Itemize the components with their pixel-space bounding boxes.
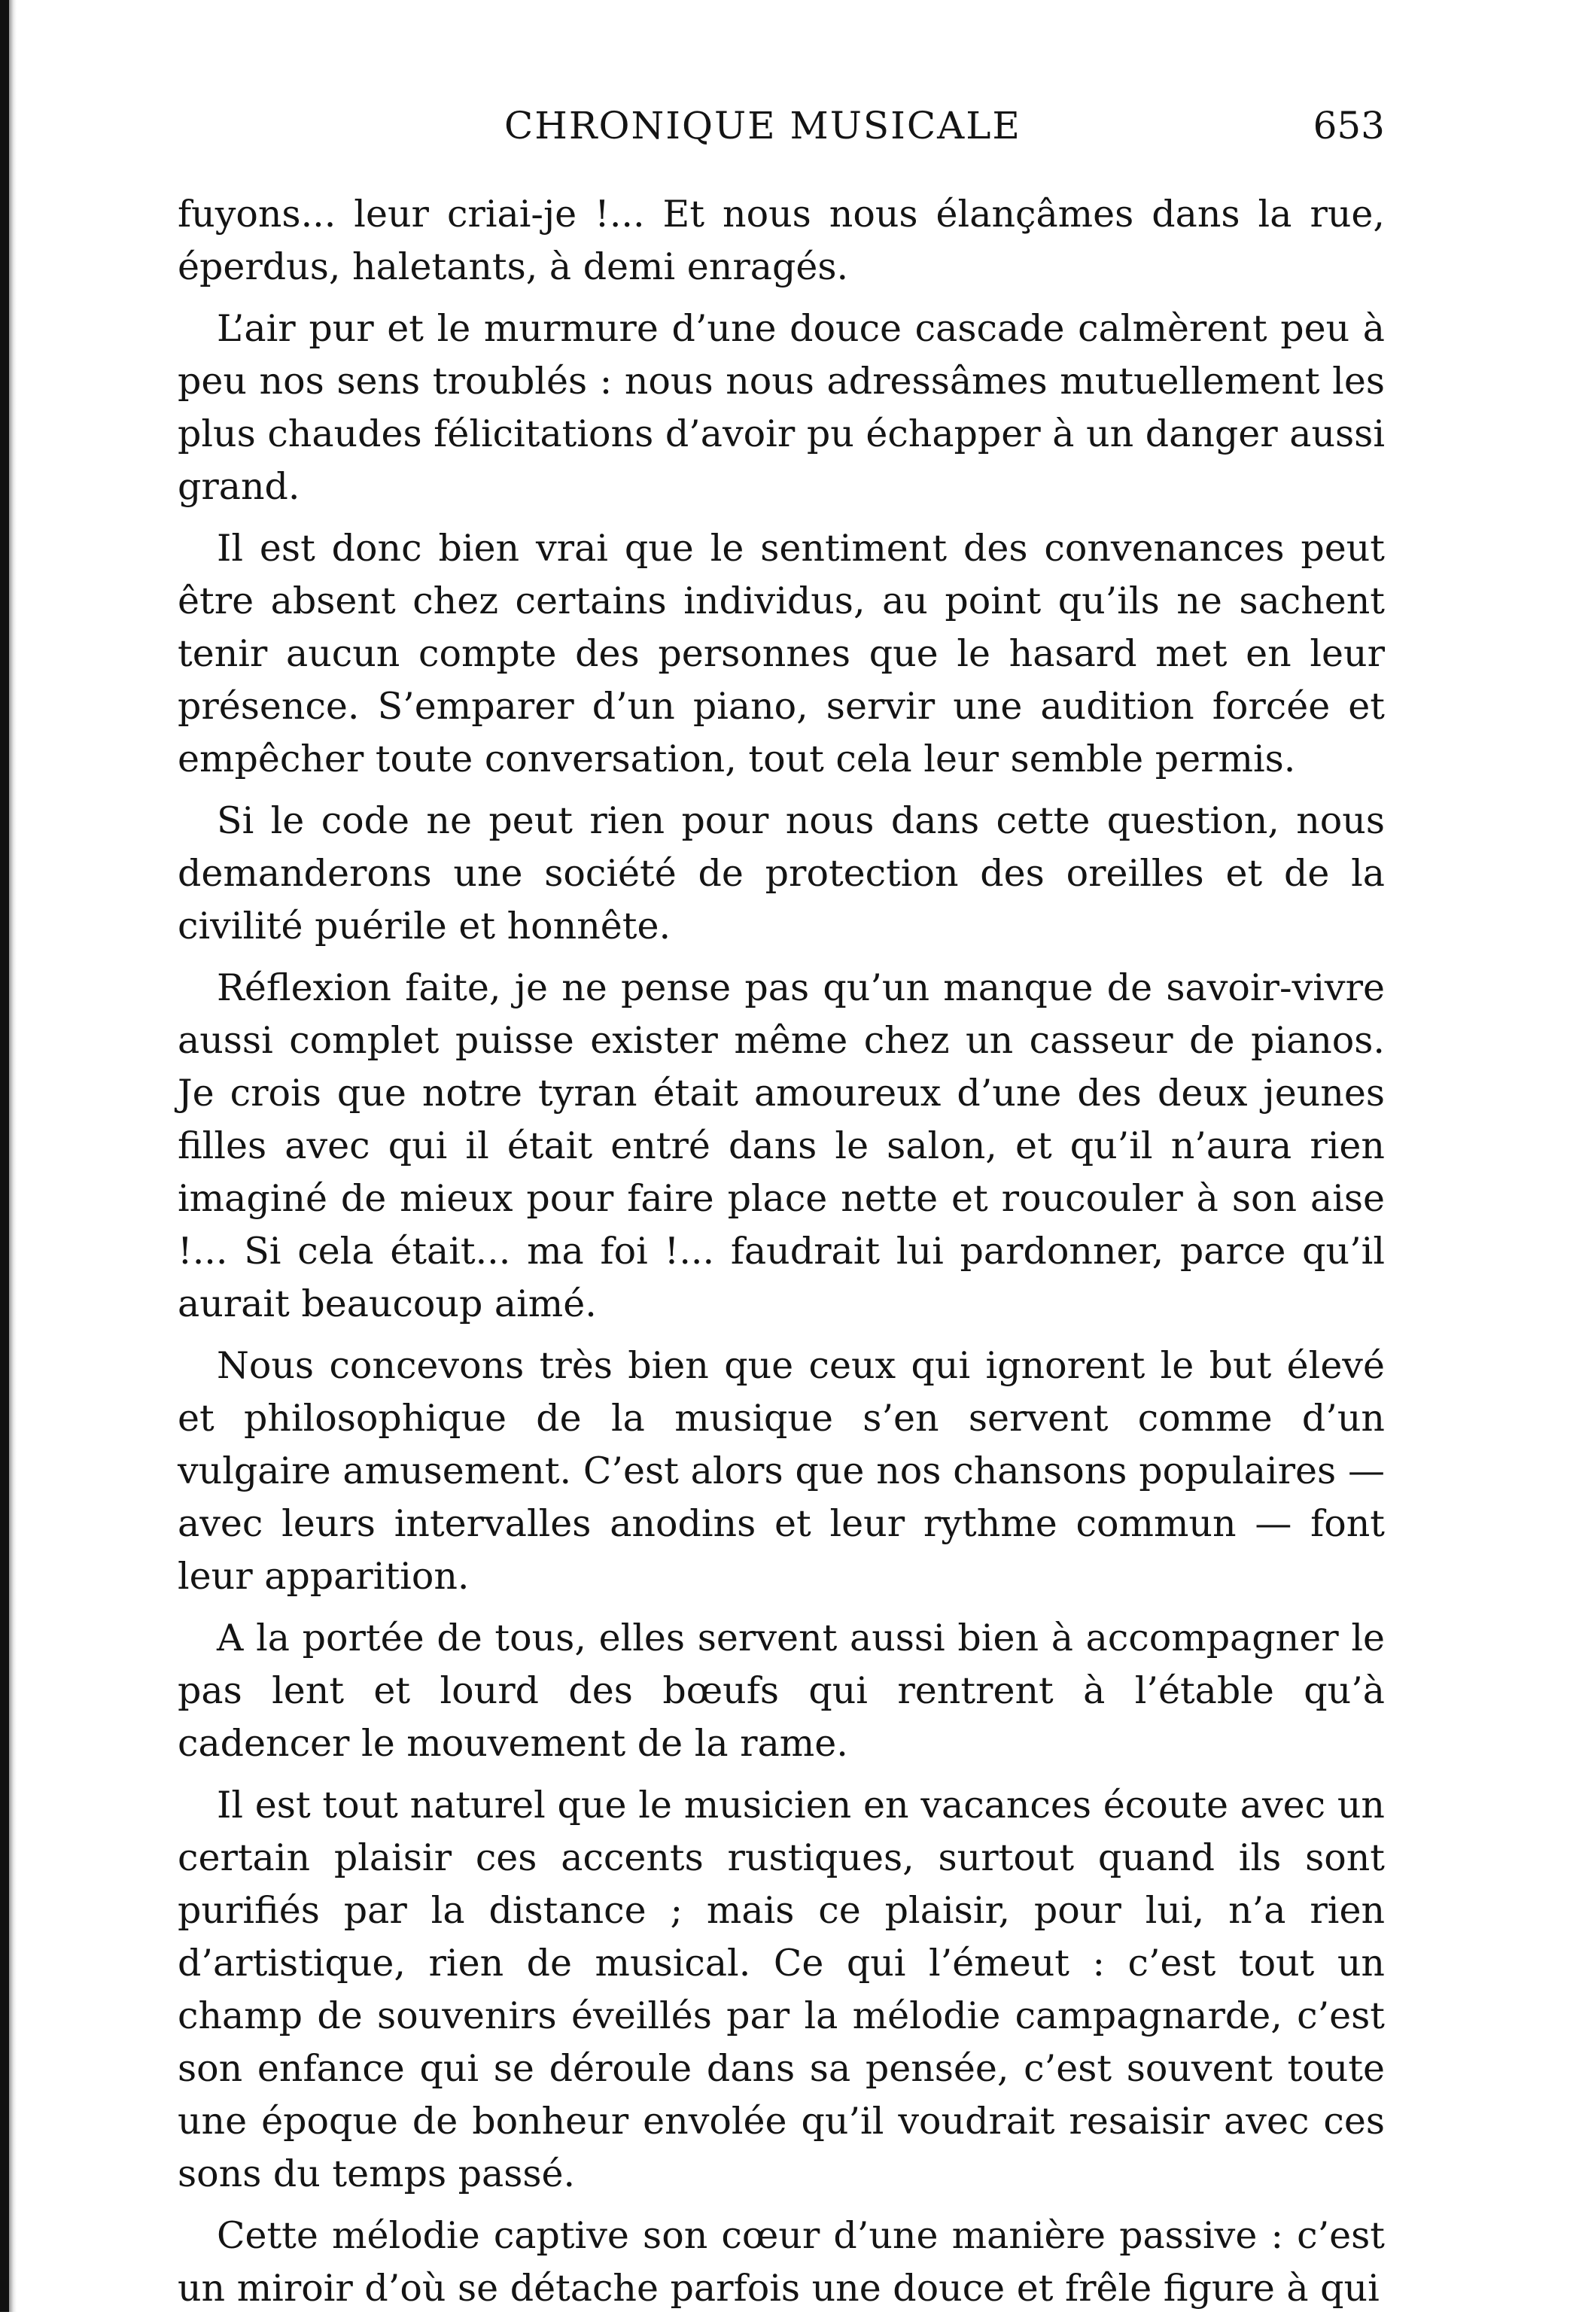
page-header: [181, 89, 1385, 164]
paragraph: fuyons... leur criai-je !... Et nous nous élançâmes dans la rue, éperdus, haletants, à demi enragés.: [178, 193, 1385, 288]
page-gutter-shadow: [9, 0, 17, 2312]
page-number: 653: [1313, 104, 1385, 148]
paragraph: A la portée de tous, elles servent aussi bien à accompagner le pas lent et lourd des bœufs qui rentrent à l’étable qu’à cadencer le mouvement de la rame.: [178, 1617, 1385, 1765]
book-spine-edge: [0, 0, 9, 2312]
paragraph: L’air pur et le murmure d’une douce cascade calmèrent peu à peu nos sens troublés : nous nous adressâmes mutuellement les plus chaudes félicitations d’avoir pu échapper à un danger aussi grand.: [178, 307, 1385, 508]
page-body: [178, 188, 1385, 2324]
paragraph: Si le code ne peut rien pour nous dans cette question, nous demanderons une société de protection des oreilles et de la civilité puérile et honnête.: [178, 799, 1385, 948]
paragraph: Il est tout naturel que le musicien en vacances écoute avec un certain plaisir ces accents rustiques, surtout quand ils sont purifiés par la distance ; mais ce plaisir, pour lui, n’a rien d’artistique, rien de musical. Ce qui l’émeut : c’est tout un champ de souvenirs éveillés par la mélodie campagnarde, c’est son enfance qui se déroule dans sa pensée, c’est souvent toute une époque de bonheur envolée qu’il voudrait resaisir avec ces sons du temps passé.: [178, 1784, 1385, 2195]
paragraph: Nous concevons très bien que ceux qui ignorent le but élevé et philosophique de la musique s’en servent comme d’un vulgaire amusement. C’est alors que nos chansons populaires — avec leurs intervalles anodins et leur rythme commun — font leur apparition.: [178, 1344, 1385, 1598]
paragraph: Réflexion faite, je ne pense pas qu’un manque de savoir-vivre aussi complet puisse exister même chez un casseur de pianos. Je crois que notre tyran était amoureux d’une des deux jeunes filles avec qui il était entré dans le salon, et qu’il n’aura rien imaginé de mieux pour faire place nette et roucouler à son aise !... Si cela était... ma foi !... faudrait lui pardonner, parce qu’il aurait beaucoup aimé.: [178, 966, 1385, 1325]
paragraph: Cette mélodie captive son cœur d’une manière passive : c’est un miroir d’où se détache parfois une douce et frêle figure à qui: [178, 2214, 1385, 2310]
paragraph: Il est donc bien vrai que le sentiment des convenances peut être absent chez certains individus, au point qu’ils ne sachent tenir aucun compte des personnes que le hasard met en leur présence. S’emparer d’un piano, servir une audition forcée et empêcher toute conversation, tout cela leur semble permis.: [178, 527, 1385, 780]
running-title: CHRONIQUE MUSICALE: [504, 104, 1021, 148]
